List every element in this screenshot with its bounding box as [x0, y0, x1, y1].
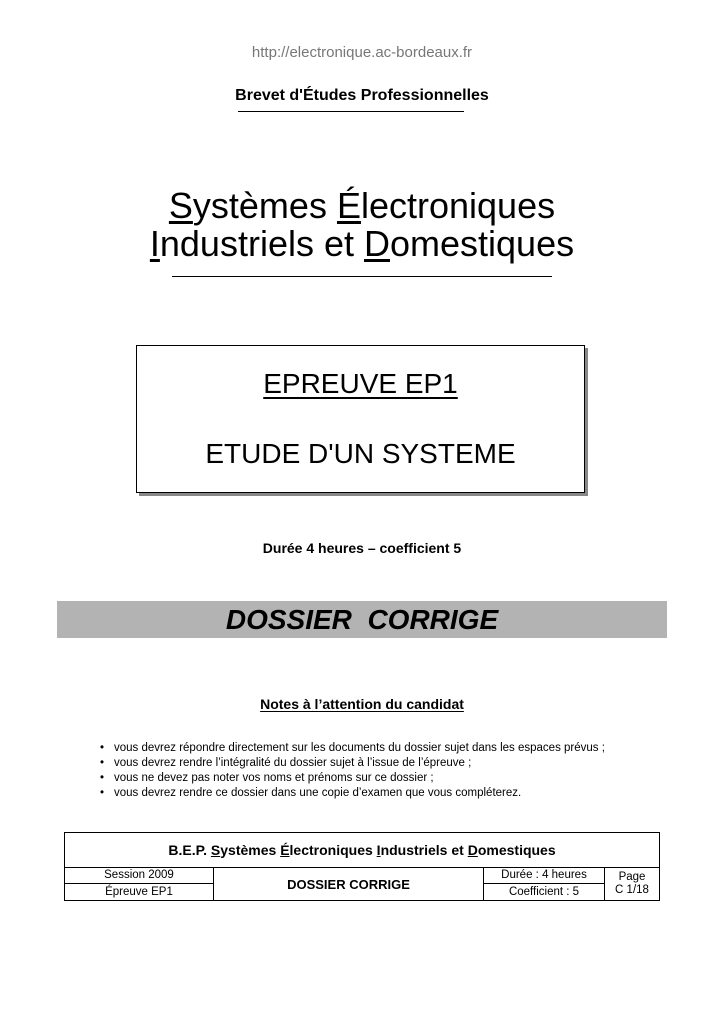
footer-initial-e: É	[280, 842, 290, 858]
footer-initial-s: S	[210, 842, 221, 858]
list-item: • vous devrez rendre ce dossier dans une copie d’examen que vous compléterez.	[100, 786, 660, 801]
title-divider-line	[172, 276, 552, 277]
title-initial-e: É	[336, 185, 361, 226]
main-title	[0, 187, 724, 263]
main-title-line-2	[0, 225, 724, 263]
dossier-banner: DOSSIER CORRIGE	[57, 601, 667, 638]
title-word-domestiques: omestiques	[390, 223, 575, 264]
title-initial-i: I	[149, 223, 160, 264]
divider-line	[238, 111, 464, 112]
footer-initial-d: D	[467, 842, 478, 858]
footer-word-industriels: ndustriels et	[380, 842, 468, 858]
footer-initial-i: I	[376, 842, 381, 858]
epreuve-box	[136, 345, 585, 493]
list-item: • vous ne devez pas noter vos noms et prénoms sur ce dossier ;	[100, 771, 660, 786]
footer-word-domestiques: omestiques	[477, 842, 556, 858]
source-url: http://electronique.ac-bordeaux.fr	[251, 44, 473, 61]
title-initial-d: D	[364, 223, 390, 264]
epreuve-code: EPREUVE EP1	[263, 368, 458, 399]
footer-page	[605, 868, 659, 901]
footer-prefix: B.E.P.	[168, 842, 211, 858]
list-item: • vous devrez rendre l’intégralité du dossier sujet à l’issue de l’épreuve ;	[100, 756, 660, 771]
title-word-industriels: ndustriels et	[159, 223, 364, 264]
list-item: • vous devrez répondre directement sur les documents du dossier sujet dans les espaces prévus ;	[100, 741, 660, 756]
title-word-electroniques: lectroniques	[360, 185, 556, 226]
footer-word-electroniques: lectroniques	[289, 842, 377, 858]
footer-page-number: C 1/18	[615, 884, 649, 896]
footer-session: Session 2009	[65, 868, 214, 884]
footer-title	[65, 833, 659, 868]
footer-epreuve: Épreuve EP1	[65, 884, 214, 901]
footer-coefficient: Coefficient : 5	[484, 884, 605, 901]
epreuve-name: ETUDE D'UN SYSTEME	[205, 438, 516, 469]
duration-coefficient: Durée 4 heures – coefficient 5	[262, 540, 462, 556]
footer-page-label: Page	[618, 871, 646, 883]
notes-list	[100, 741, 660, 801]
notes-heading: Notes à l’attention du candidat	[260, 696, 464, 712]
title-word-systemes: ystèmes	[192, 185, 337, 226]
footer-dossier: DOSSIER CORRIGE	[214, 868, 484, 901]
main-title-line-1	[0, 187, 724, 225]
title-initial-s: S	[168, 185, 193, 226]
footer-word-systemes: ystèmes	[220, 842, 281, 858]
footer-table	[64, 832, 660, 901]
diploma-name: Brevet d'Études Professionnelles	[235, 87, 489, 104]
footer-duree: Durée : 4 heures	[484, 868, 605, 884]
